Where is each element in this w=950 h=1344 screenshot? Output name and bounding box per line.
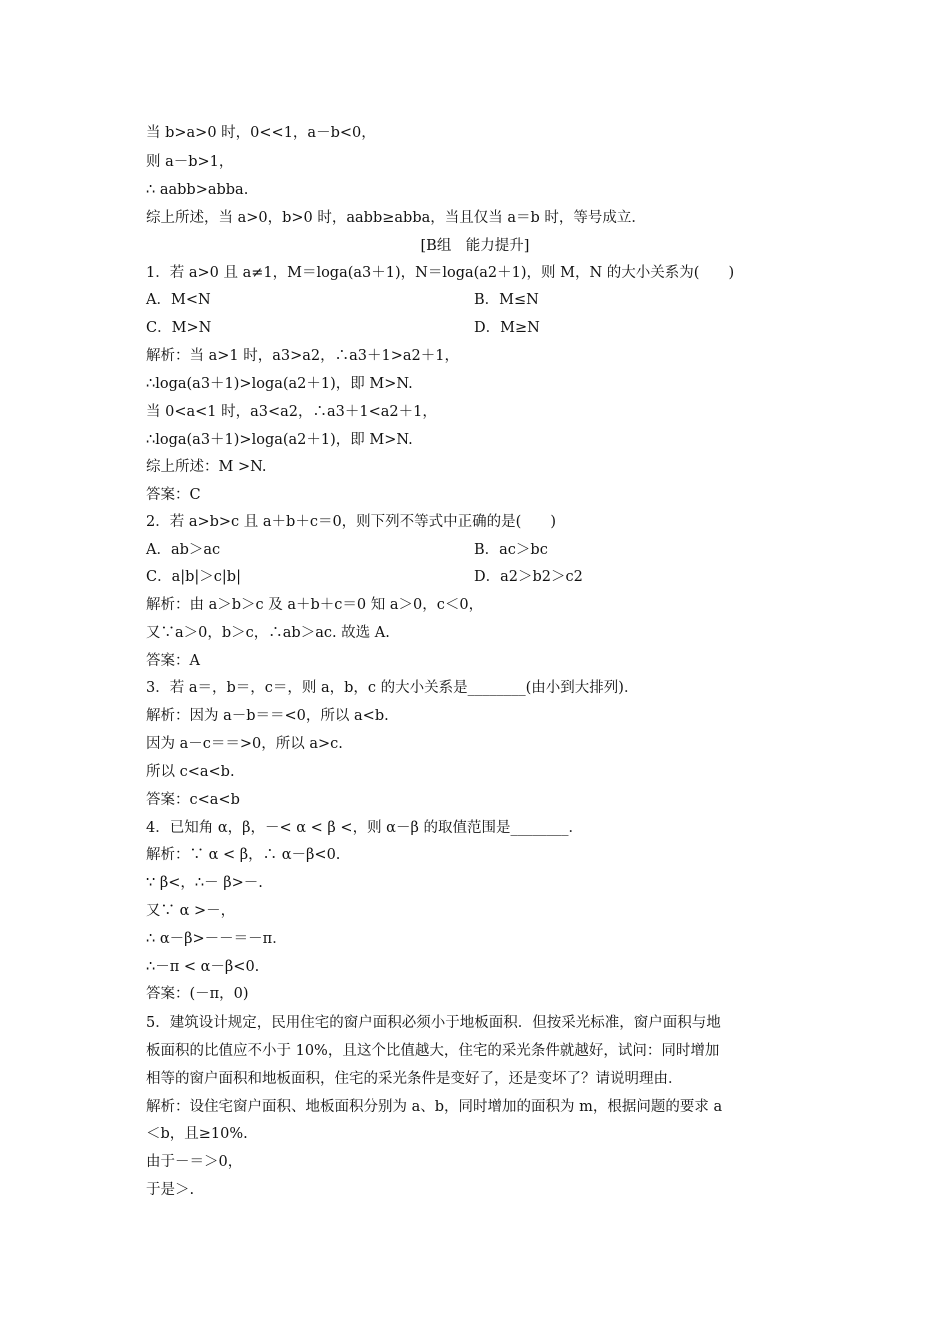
text-line: 当 0<a<1 时，a3<a2，∴a3＋1<a2＋1， (146, 404, 437, 420)
text-line: 解析：当 a>1 时，a3>a2，∴a3＋1>a2＋1， (146, 348, 459, 364)
text-line: ∴loga(a3＋1)>loga(a2＋1)，即 M>N. (146, 376, 413, 392)
text-line: 则 a－b>1， (146, 154, 234, 170)
text-line: ∵ β<，∴－ β>－. (146, 875, 263, 891)
option-d: D．M≥N (474, 320, 540, 336)
text-line: 因为 a－c＝＝>0，所以 a>c. (146, 736, 343, 752)
text-line: ＜b，且≥10%. (146, 1126, 248, 1142)
option-c: C．M>N (146, 320, 212, 336)
text-line: 解析：∵ α < β，∴ α－β<0. (146, 847, 341, 863)
question-5-line-2: 板面积的比值应不小于 10%，且这个比值越大，住宅的采光条件就越好，试问：同时增加 (146, 1043, 720, 1059)
text-line: 由于－＝＞0， (146, 1154, 243, 1170)
question-2: 2．若 a>b>c 且 a＋b＋c＝0，则下列不等式中正确的是( ) (146, 514, 556, 530)
text-line: 解析：设住宅窗户面积、地板面积分别为 a、b，同时增加的面积为 m，根据问题的要求 a (146, 1099, 723, 1115)
answer-line: 答案：(－π，0) (146, 986, 249, 1002)
answer-line: 答案：C (146, 487, 201, 503)
question-5-line-3: 相等的窗户面积和地板面积，住宅的采光条件是变好了，还是变坏了？请说明理由． (146, 1071, 683, 1087)
answer-line: 答案：A (146, 653, 200, 669)
text-line: 解析：由 a＞b＞c 及 a＋b＋c＝0 知 a＞0，c＜0， (146, 597, 484, 613)
text-line: ∴ α－β>－－＝－π． (146, 931, 287, 947)
text-line: 综上所述，当 a>0，b>0 时，aabb≥abba，当且仅当 a＝b 时，等号成立． (146, 210, 646, 226)
option-a: A．ab＞ac (146, 542, 221, 558)
option-d: D．a2＞b2＞c2 (474, 569, 583, 585)
text-line: 解析：因为 a－b＝＝<0，所以 a<b. (146, 708, 389, 724)
question-4: 4．已知角 α，β，－< α < β <，则 α－β 的取值范围是________． (146, 820, 583, 836)
question-5: 5．建筑设计规定，民用住宅的窗户面积必须小于地板面积．但按采光标准，窗户面积与地 (146, 1015, 721, 1031)
text-line: ∴loga(a3＋1)>loga(a2＋1)，即 M>N. (146, 432, 413, 448)
text-line: 又∵ α >－， (146, 903, 236, 919)
text-line: 于是＞. (146, 1182, 195, 1198)
question-3: 3．若 a＝，b＝，c＝，则 a，b，c 的大小关系是________(由小到大排列)． (146, 680, 639, 696)
text-line: 又∵a＞0，b＞c，∴ab＞ac. 故选 A. (146, 625, 390, 641)
text-line: ∴－π < α－β<0. (146, 959, 260, 975)
text-line: 综上所述：M >N. (146, 459, 267, 475)
option-b: B．ac＞bc (474, 542, 548, 558)
option-a: A．M<N (146, 292, 211, 308)
text-line: ∴ aabb>abba. (146, 182, 249, 198)
question-1: 1．若 a>0 且 a≠1，M＝loga(a3＋1)，N＝loga(a2＋1)，则 M，N 的大小关系为( ) (146, 265, 735, 281)
option-c: C．a|b|＞c|b| (146, 569, 241, 585)
text-line: 当 b>a>0 时，0<<1，a－b<0， (146, 125, 376, 141)
text-line: 所以 c<a<b. (146, 764, 235, 780)
section-header: [B组 能力提升] (420, 238, 530, 254)
option-b: B．M≤N (474, 292, 539, 308)
answer-line: 答案：c<a<b (146, 792, 240, 808)
